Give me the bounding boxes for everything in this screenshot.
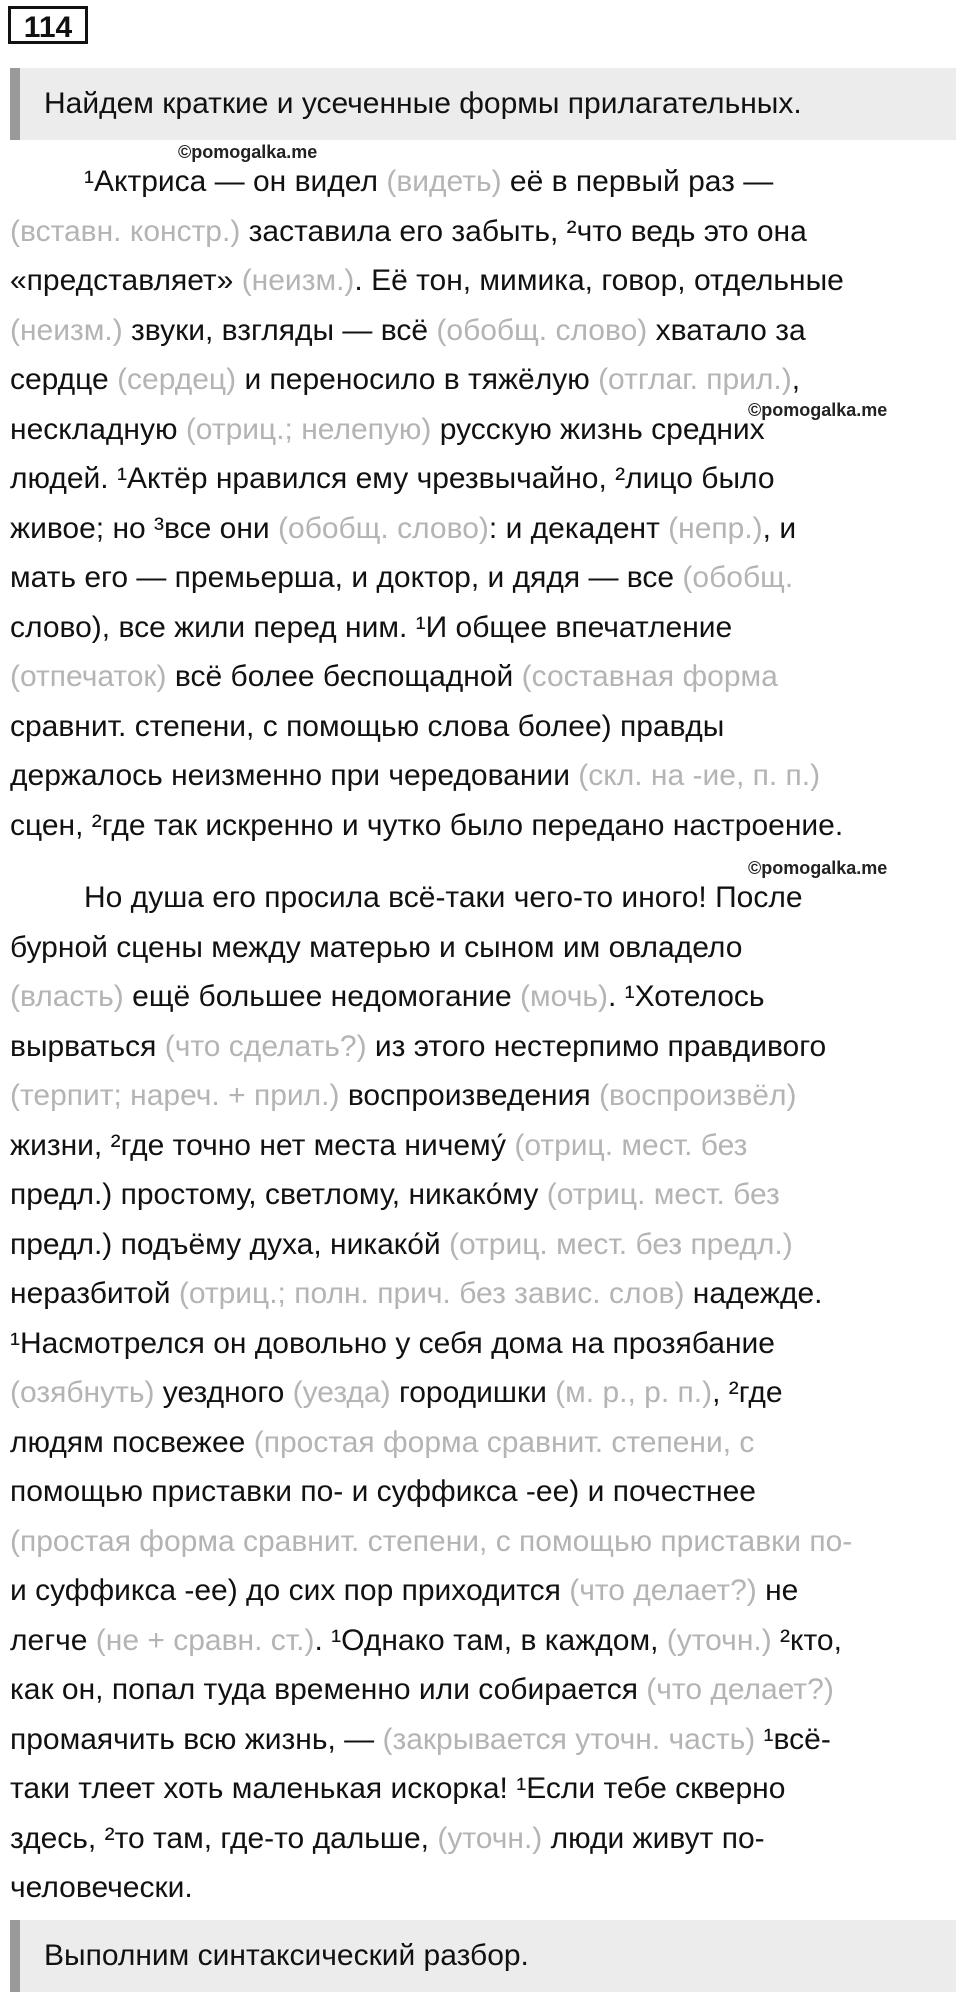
text-line: нескладную (отриц.; нелепую) русскую жизнь средних [10, 412, 765, 446]
text-line: промаячить всю жизнь, — (закрывается уточн. часть) ¹всё- [10, 1722, 831, 1756]
text-line: людям посвежее (простая форма сравнит. степени, с [10, 1425, 755, 1459]
text-line: людей. ¹Актёр нравился ему чрезвычайно, ²лицо было [10, 462, 775, 495]
text-line: сердце (сердец) и переносило в тяжёлую (отглаг. прил.), [10, 363, 801, 396]
task-footer: Выполним синтаксический разбор. [10, 1920, 956, 1992]
text-line: и суффикса -ее) до сих пор приходится (что делает?) не [10, 1574, 799, 1607]
text-line: здесь, ²то там, где-то дальше, (уточн.) люди живут по- [10, 1821, 765, 1855]
text-line: неразбитой (отриц.; полн. прич. без завис. слов) надежде. [10, 1277, 823, 1310]
text-line: таки тлеет хоть маленькая искорка! ¹Если тебе скверно [10, 1772, 786, 1805]
text-line: (терпит; нареч. + прил.) воспроизведения (воспроизвёл) [10, 1079, 797, 1112]
text-line: человечески. [10, 1871, 193, 1904]
text-line: живое; но ³все они (обобщ. слово): и декадент (непр.), и [10, 511, 797, 545]
paragraph-2 [10, 873, 950, 1913]
text-line: «представляет» (неизм.). Её тон, мимика, говор, отдельные [10, 264, 844, 297]
task-header: Найдем краткие и усеченные формы прилагательных. [10, 68, 956, 140]
text-line: сравнит. степени, с помощью слова более) правды [10, 709, 725, 743]
text-line: предл.) подъёму духа, никако́й (отриц. мест. без предл.) [10, 1227, 793, 1261]
text-line: (озябнуть) уездного (уезда) городишки (м. р., р. п.), ²где [10, 1376, 783, 1409]
text-line: Но душа его просила всё-таки чего-то иного! После [84, 881, 803, 914]
text-line: (власть) ещё большее недомогание (мочь). ¹Хотелось [10, 980, 765, 1013]
watermark: ©pomogalka.me [748, 858, 888, 878]
text-line: (отпечаток) всё более беспощадной (составная форма [10, 660, 778, 693]
text-line: сцен, ²где так искренно и чутко было передано настроение. [10, 808, 844, 842]
watermark: ©pomogalka.me [748, 400, 888, 420]
text-line: легче (не + сравн. ст.). ¹Однако там, в каждом, (уточн.) ²кто, [10, 1623, 842, 1657]
text-line: слово), все жили перед ним. ¹И общее впечатление [10, 610, 733, 644]
text-line: (вставн. констр.) заставила его забыть, ²что ведь это она [10, 214, 807, 248]
text-line: ¹Актриса — он видел (видеть) её в первый раз — [84, 165, 774, 198]
task-number: 114 [8, 6, 88, 44]
text-line: мать его — премьерша, и доктор, и дядя — все (обобщ. [10, 561, 794, 594]
text-line: держалось неизменно при чередовании (скл. на -ие, п. п.) [10, 759, 821, 792]
text-line: ¹Насмотрелся он довольно у себя дома на прозябание [10, 1326, 775, 1360]
text-line: (неизм.) звуки, взгляды — всё (обобщ. слово) хватало за [10, 313, 806, 347]
watermark: ©pomogalka.me [178, 142, 318, 162]
text-line: вырваться (что сделать?) из этого нестерпимо правдивого [10, 1029, 827, 1063]
text-line: предл.) простому, светлому, никако́му (отриц. мест. без [10, 1178, 780, 1211]
text-line: помощью приставки по- и суффикса -ее) и почестнее [10, 1475, 756, 1508]
text-line: как он, попал туда временно или собирается (что делает?) [10, 1673, 834, 1706]
text-line: бурной сцены между матерью и сыном им овладело [10, 930, 743, 964]
paragraph-1 [10, 157, 950, 850]
text-line: жизни, ²где точно нет места ничему́ (отриц. мест. без [10, 1128, 748, 1162]
text-line: (простая форма сравнит. степени, с помощью приставки по- [10, 1524, 853, 1558]
